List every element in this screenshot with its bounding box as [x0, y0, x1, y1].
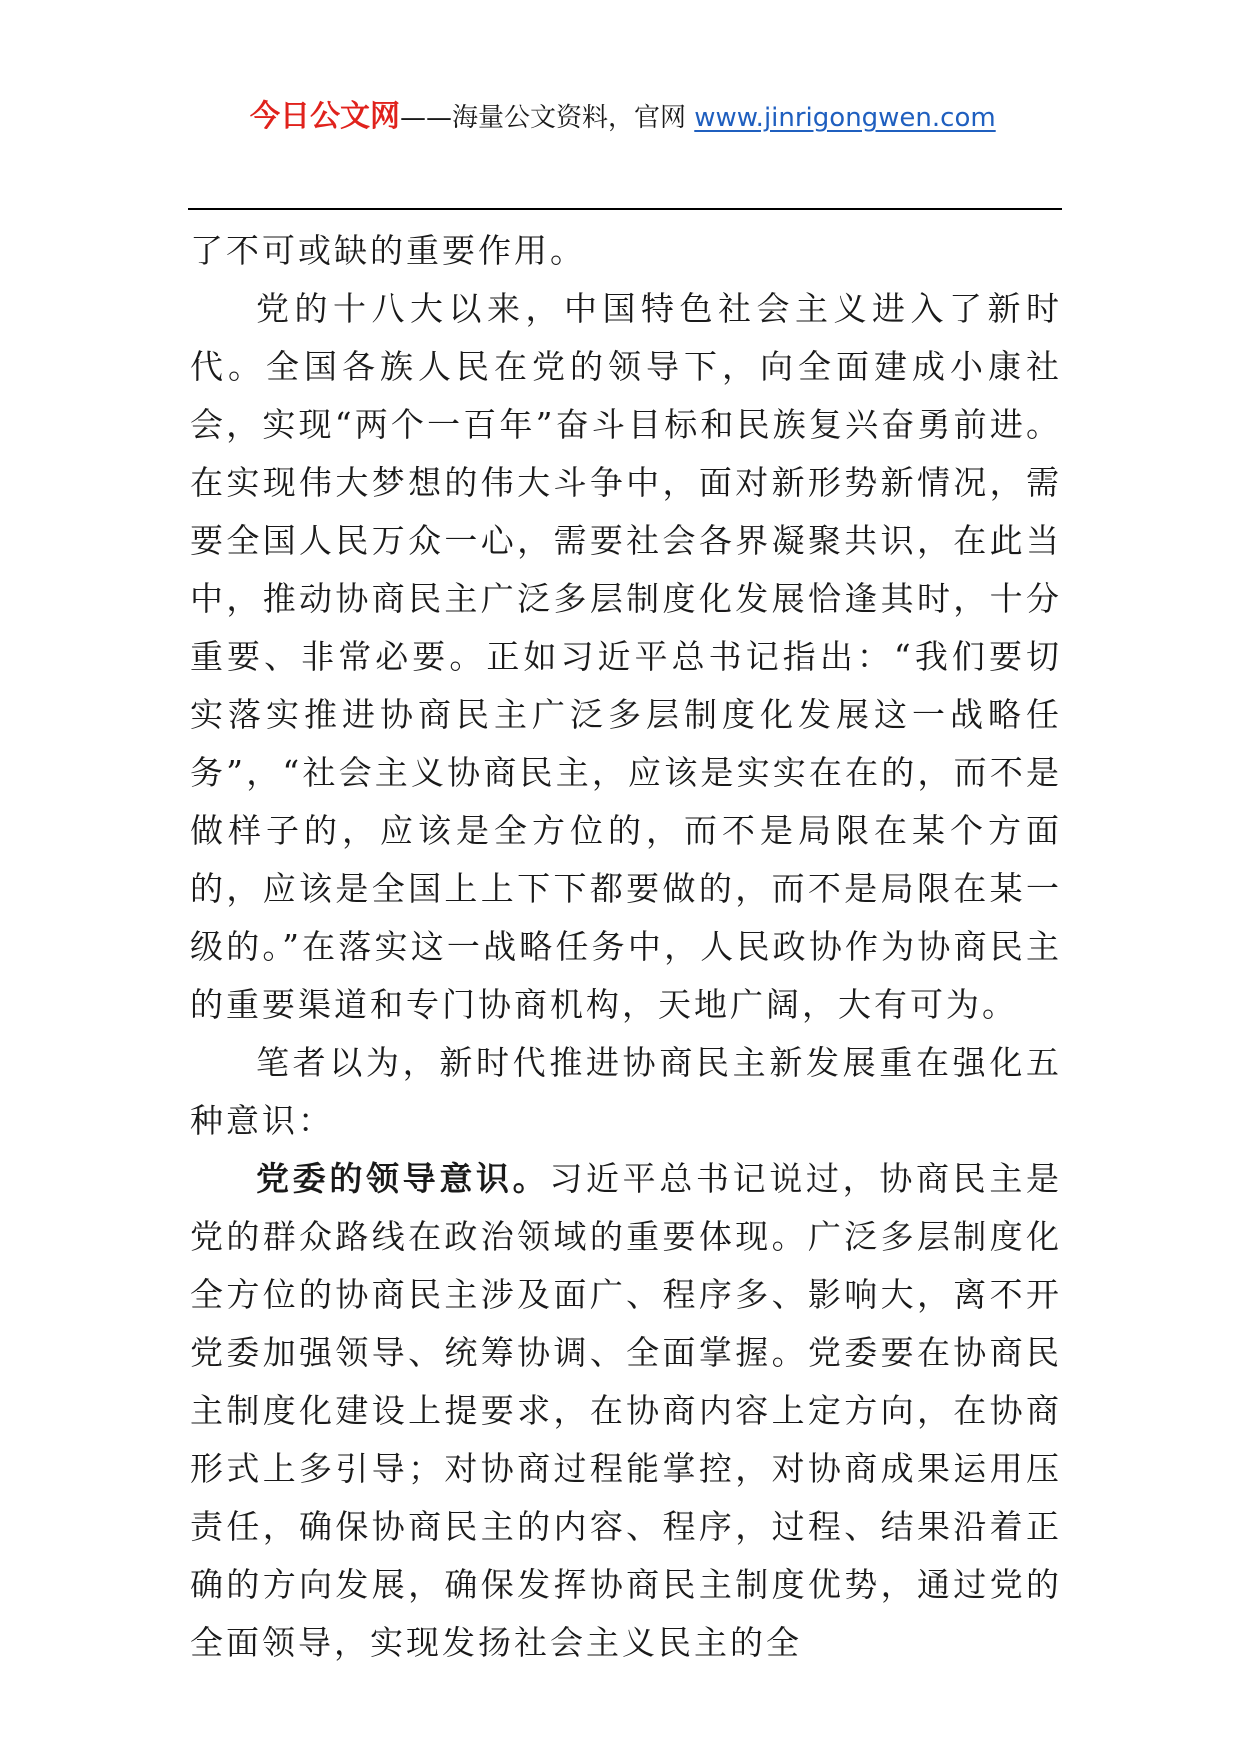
page-header — [250, 100, 996, 135]
paragraph-lead-heading: 党委的领导意识。 — [256, 1159, 550, 1198]
paragraph-text: 习近平总书记说过，协商民主是党的群众路线在政治领域的重要体现。广泛多层制度化全方位的协商民主涉及面广、程序多、影响大，离不开党委加强领导、统筹协调、全面掌握。党委要在协商民主制度化建设上提要求，在协商内容上定方向，在协商形式上多引导；对协商过程能掌控，对协商成果运用压责任，确保协商民主的内容、程序，过程、结果沿着正确的方向发展，确保发挥协商民主制度优势，通过党的全面领导，实现发扬社会主义民主的全 — [190, 1159, 1063, 1662]
document-body — [190, 222, 1062, 1672]
header-tagline: ——海量公文资料，官网 — [400, 103, 695, 133]
paragraph: 笔者以为，新时代推进协商民主新发展重在强化五种意识： — [190, 1043, 1062, 1140]
site-url-link[interactable]: www.jinrigongwen.com — [694, 103, 996, 133]
paragraph — [190, 1150, 1062, 1672]
header-divider — [188, 208, 1062, 210]
brand-name: 今日公文网 — [250, 99, 400, 134]
paragraph: 党的十八大以来，中国特色社会主义进入了新时代。全国各族人民在党的领导下，向全面建成小康社会，实现“两个一百年”奋斗目标和民族复兴奋勇前进。在实现伟大梦想的伟大斗争中，面对新形势新情况，需要全国人民万众一心，需要社会各界凝聚共识，在此当中，推动协商民主广泛多层制度化发展恰逢其时，十分重要、非常必要。正如习近平总书记指出：“我们要切实落实推进协商民主广泛多层制度化发展这一战略任务”，“社会主义协商民主，应该是实实在在的，而不是做样子的，应该是全方位的，而不是局限在某个方面的，应该是全国上上下下都要做的，而不是局限在某一级的。”在落实这一战略任务中，人民政协作为协商民主的重要渠道和专门协商机构，天地广阔，大有可为。 — [190, 289, 1062, 1024]
paragraph-continuation: 了不可或缺的重要作用。 — [190, 231, 586, 270]
